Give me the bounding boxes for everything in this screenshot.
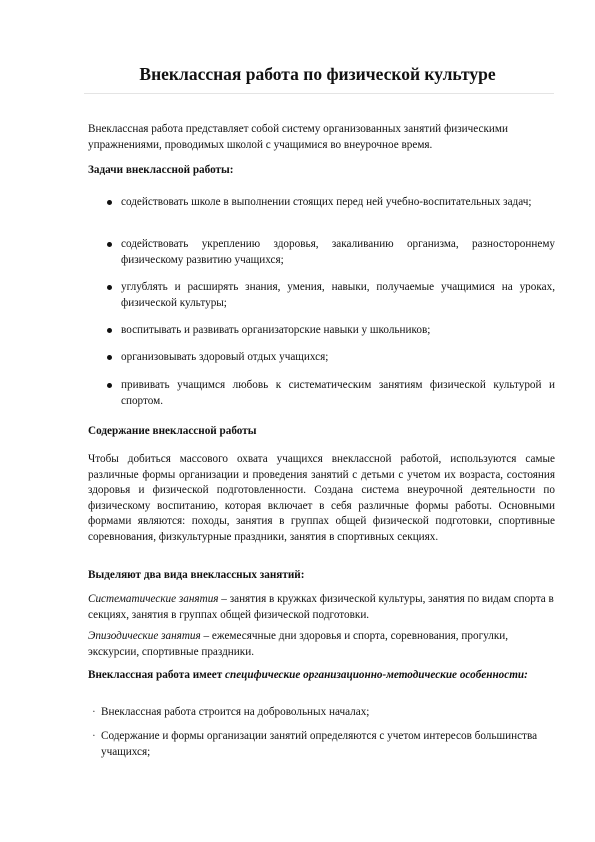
- episodic-paragraph: [88, 629, 555, 660]
- bullet-icon: [107, 242, 112, 247]
- features-emphasis: специфические организационно-методические особенности:: [225, 669, 528, 681]
- systematic-text: – занятия в кружках физической культуры, занятия по видам спорта в секциях, занятия в группах общей физической подготовки.: [88, 593, 554, 621]
- bullet-icon: [107, 200, 112, 205]
- bullet-icon: [107, 285, 112, 290]
- list-item-text-content: Содержание и формы организации занятий определяются с учетом интересов большинства учащихся;: [101, 730, 538, 758]
- list-item-text: воспитывать и развивать организаторские навыки у школьников;: [121, 324, 431, 336]
- bullet-icon: [107, 328, 112, 333]
- list-item-text: Внеклассная работа строится на добровольных началах;: [101, 706, 370, 718]
- list-item-text: организовывать здоровый отдых учащихся;: [121, 351, 329, 363]
- list-item-text: [101, 729, 555, 760]
- content-heading: Содержание внеклассной работы: [88, 425, 257, 437]
- list-item-text: содействовать укреплению здоровья, закаливанию организма, разностороннему физическому развитию учащихся;: [121, 238, 555, 266]
- systematic-term: Систематические занятия: [88, 593, 219, 605]
- list-item-text: прививать учащимся любовь к систематическим занятиям физической культурой и спортом.: [121, 379, 555, 407]
- list-item-text: содействовать школе в выполнении стоящих перед ней учебно-воспитательных задач;: [121, 196, 532, 208]
- intro-paragraph: Внеклассная работа представляет собой систему организованных занятий физическими упражнениями, проводимых школой с учащимися во внеурочное время.: [88, 123, 508, 151]
- features-intro: [88, 666, 555, 684]
- systematic-paragraph: [88, 592, 555, 623]
- page-title: Внеклассная работа по физической культуре: [139, 64, 496, 84]
- content-paragraph: Чтобы добиться массового охвата учащихся внеклассной работой, используются самые различные формы организации и проведения занятий с детьми с учетом их возраста, состояния здоровья и физической подготовленности. Создана система внеурочной деятельности по физическому воспитанию, которая включает в себя различные формы работы. Основными формами являются: походы, занятия в группах общей физической подготовки, спортивные соревнования, физкультурные праздники, занятия в спортивных секциях.: [88, 453, 555, 543]
- bullet-icon: [107, 355, 112, 360]
- list-item-text: углублять и расширять знания, умения, навыки, получаемые учащимися на уроках, физической культуры;: [121, 281, 555, 309]
- title-divider: [84, 93, 554, 94]
- bullet-icon: [107, 383, 112, 388]
- bullet-marker: ·: [92, 706, 96, 718]
- episodic-term: Эпизодические занятия: [88, 630, 201, 642]
- types-heading: Выделяют два вида внеклассных занятий:: [88, 569, 305, 581]
- tasks-heading: Задачи внеклассной работы:: [88, 164, 234, 176]
- features-lead: Внеклассная работа имеет: [88, 669, 226, 681]
- bullet-marker: ·: [92, 730, 96, 742]
- episodic-text: – ежемесячные дни здоровья и спорта, соревнования, прогулки, экскурсии, спортивные праздники.: [88, 630, 509, 658]
